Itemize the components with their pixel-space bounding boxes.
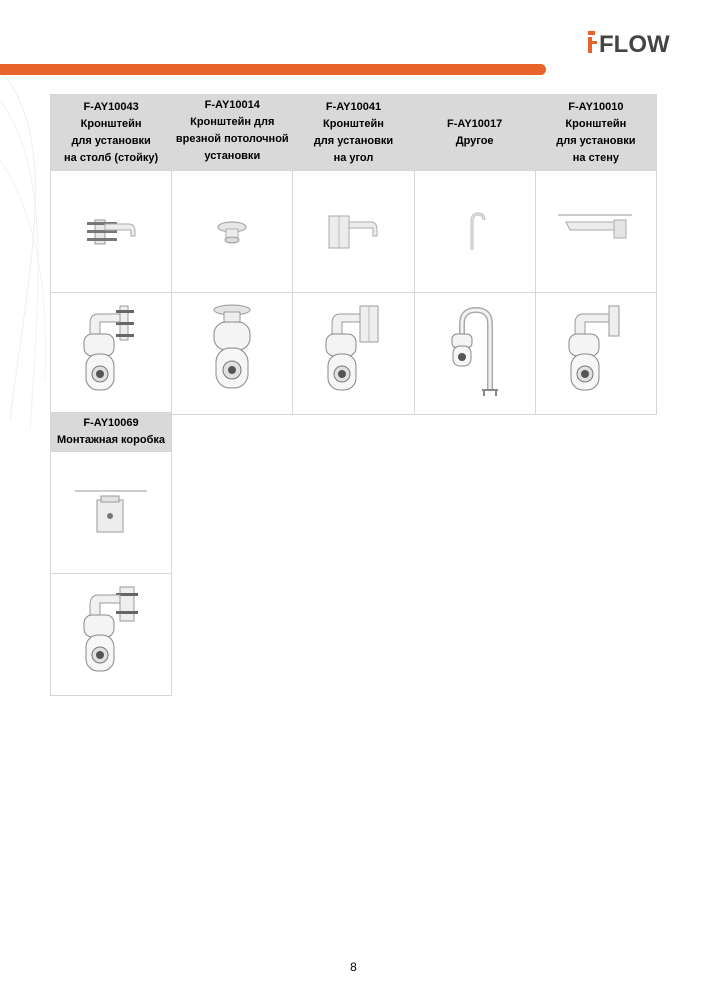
bracket-image-row: [51, 452, 172, 574]
product-desc-line: Монтажная коробка: [56, 434, 165, 446]
product-desc-line: на столб (стойку): [64, 151, 159, 164]
camera-image-cell: [414, 293, 535, 415]
junction-box-icon: [71, 488, 151, 538]
table-header-row: [51, 413, 172, 452]
bracket-image-cell: [293, 171, 414, 293]
ptz-camera-junction-box-icon: [76, 585, 146, 685]
product-desc-line: Кронштейн: [80, 117, 142, 130]
bracket-image-cell: [414, 171, 535, 293]
product-code: F-AY10043: [83, 100, 139, 113]
product-code: F-AY10014: [204, 99, 260, 111]
header-accent-bar: [0, 64, 546, 75]
product-header: [51, 413, 172, 452]
accessory-table: [50, 94, 657, 415]
pole-mount-bracket-icon: [81, 212, 141, 252]
camera-image-cell: [51, 293, 172, 415]
product-code: F-AY10041: [325, 100, 382, 113]
camera-image-cell: [535, 293, 656, 415]
ptz-camera-wall-mount-icon: [561, 304, 631, 404]
ptz-camera-pendant-mount-icon: [440, 304, 510, 404]
camera-image-row: [51, 293, 657, 415]
flow-logo: [588, 28, 672, 54]
product-desc-line: для установки: [313, 134, 394, 147]
accessory-table-continued: [50, 412, 172, 696]
table-header-row: [51, 95, 657, 171]
ceiling-mount-bracket-icon: [212, 217, 252, 247]
product-header: [535, 95, 656, 171]
product-desc-line: Кронштейн: [565, 117, 627, 130]
pendant-pipe-icon: [460, 210, 490, 254]
product-desc-line: для установки: [71, 134, 151, 147]
product-desc-line: Другое: [455, 134, 494, 147]
corner-mount-bracket-icon: [323, 212, 383, 252]
camera-image-cell: [293, 293, 414, 415]
product-header: [414, 95, 535, 171]
product-header: [51, 95, 172, 171]
camera-image-row: [51, 574, 172, 696]
product-desc-line: для установки: [556, 134, 636, 147]
page-number: 8: [350, 960, 357, 974]
ptz-camera-ceiling-mount-icon: [202, 304, 262, 404]
bracket-image-cell: [51, 452, 172, 574]
product-header: [293, 95, 414, 171]
bracket-image-row: [51, 171, 657, 293]
product-desc-line: на стену: [572, 151, 619, 164]
camera-image-cell: [172, 293, 293, 415]
product-code: F-AY10069: [83, 417, 139, 429]
product-code: F-AY10010: [568, 100, 624, 113]
camera-image-cell: [51, 574, 172, 696]
product-code: F-AY10017: [447, 117, 503, 130]
product-desc-line: на угол: [333, 151, 374, 164]
bracket-image-cell: [51, 171, 172, 293]
logo-text: FLOW: [599, 31, 670, 54]
ptz-camera-corner-mount-icon: [318, 304, 388, 404]
product-desc-line: установки: [204, 150, 261, 162]
bracket-image-cell: [172, 171, 293, 293]
product-header: [172, 95, 293, 171]
ptz-camera-pole-mount-icon: [76, 304, 146, 404]
wall-mount-bracket-icon: [556, 212, 636, 252]
product-desc-line: врезной потолочной: [175, 133, 289, 145]
product-desc-line: Кронштейн: [323, 117, 384, 130]
bracket-image-cell: [535, 171, 656, 293]
product-desc-line: Кронштейн для: [190, 116, 275, 128]
